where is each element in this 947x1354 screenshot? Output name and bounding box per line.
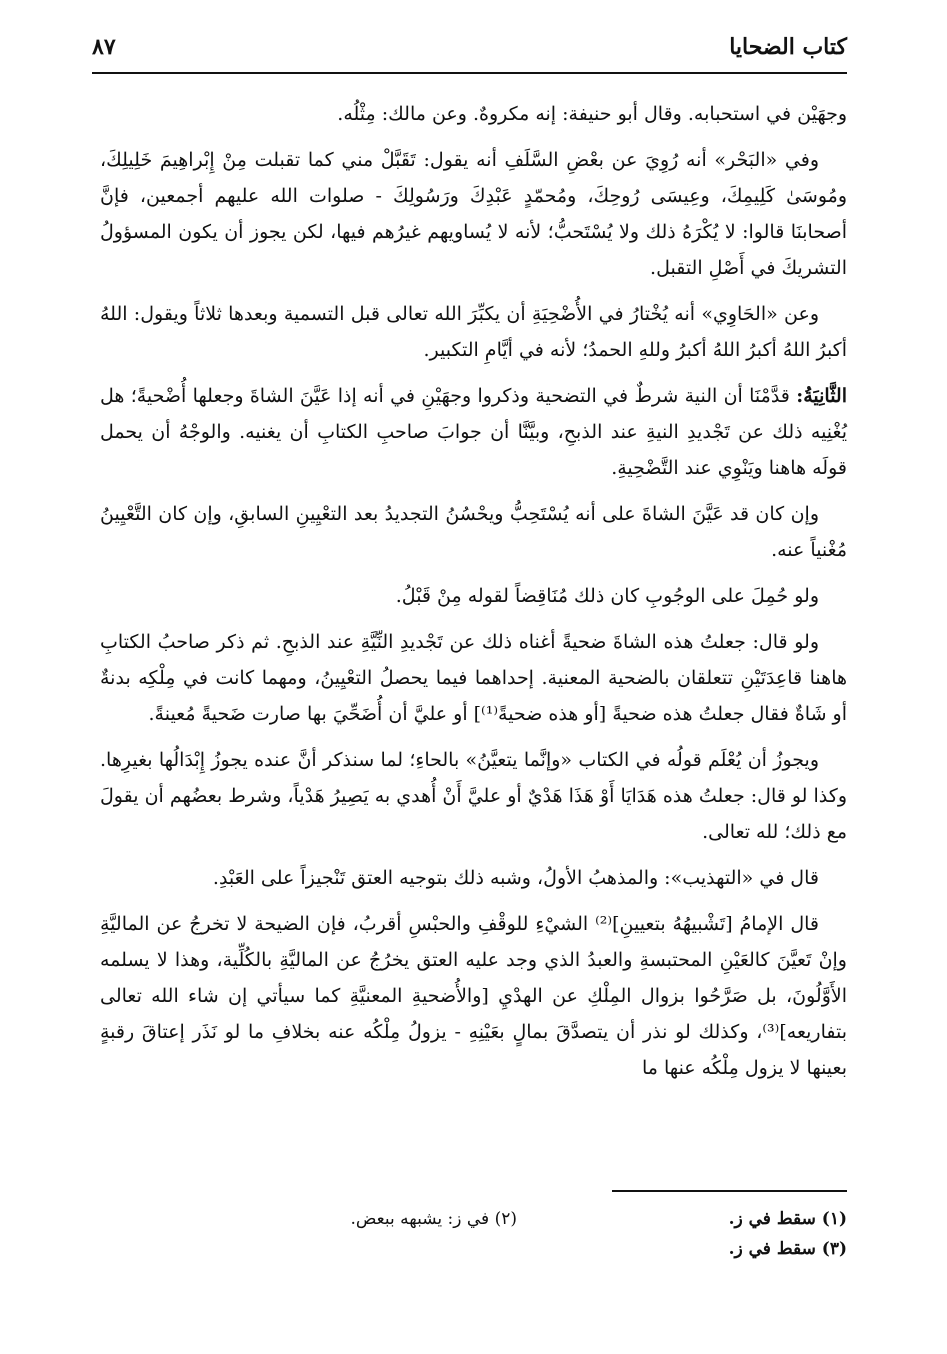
paragraph-text: ويجوزُ أن يُعْلَم قولُه في الكتاب «وإنَّما يتعيَّنُ» بالحاءِ؛ لما سنذكر أنَّ عنده يجوزُ إِبْدَالُها بغيرِها. وكذا لو قال: جعلتُ هذه هَدَايَا أَوْ هَذَا هَدْيٌ أو عليَّ أَنْ أُهدي به يَصِيرُ هَدْياً، وشرط بعضُهم أن يقولَ مع ذلك؛ لله تعالى. [100, 749, 847, 843]
paragraph-text: وجهَيْن في استحبابه. وقال أبو حنيفة: إنه مكروهٌ. وعن مالك: مِثْلُه. [337, 103, 847, 125]
paragraph-text: وعن «الحَاوِي» أنه يُخْتارُ في الأُضْحِيَةِ أن يكبِّرَ الله تعالى قبل التسمية وبعدها ثلاثاً ويقول: اللهُ أكبرُ اللهُ أكبرُ اللهُ أكبرُ وللهِ الحمدُ؛ لأنه في أيَّامِ التكبير. [100, 303, 847, 361]
footnote-separator [612, 1190, 847, 1192]
paragraph [100, 742, 847, 850]
footnote-text: سقط في ز. [728, 1239, 816, 1259]
footnote-number: (٢) [494, 1209, 517, 1229]
section-lead: الثَّانِيَةُ: [796, 385, 847, 407]
paragraph-text: قدَّمْنَا أن النية شرطٌ في التضحية وذكروا وجهَيْنِ في أنه إذا عَيَّنَ الشاةَ وجعلها أُضْحيةً؛ هل يُغْنِيه ذلك عن تَجْديدِ النيةِ عند الذبحِ، وبيَّنَّا أن جوابَ صاحبِ الكتابِ أن يغنيه. والوجْهُ أن يحمل قولَه هاهنا ويَنْوِي عند التَّضْحِيةِ. [100, 385, 847, 479]
paragraph [100, 142, 847, 286]
running-header [92, 30, 847, 74]
footnote-text: سقط في ز. [728, 1209, 816, 1229]
paragraph [100, 296, 847, 368]
paragraph-text: ولو قال: جعلتُ هذه الشاةَ ضحيةً أغناه ذلك عن تَجْديدِ النِّيَّةِ عند الذبحِ. ثم ذكر صاحبُ الكتابِ هاهنا قاعِدَتَيْنِ تتعلقان بالضحية المعنية. إحداهما فيما يحصلُ التعْيِينُ، ومهما كانت في مِلْكِه بدنةٌ أو شَاةٌ فقال جعلتُ هذه ضحيةً [أو هذه ضحيةً⁽¹⁾] أو عليَّ أن أُضَحِّيَ بها صارت ضَحيةً مُعينةً. [100, 631, 847, 725]
footnote-number: (١) [821, 1209, 847, 1229]
footnotes [100, 1204, 847, 1264]
footnote [517, 1234, 847, 1264]
paragraph-text: وإن كان قد عَيَّنَ الشاةَ على أنه يُسْتَحِبُّ ويحْسُنُ التجديدُ بعد التعْيِينِ السابقِ، وإن كان التَّعْيِينُ مُغْنياً عنه. [100, 503, 847, 561]
footnote-row [100, 1204, 847, 1234]
footnote [187, 1204, 517, 1234]
footnote-row [100, 1234, 847, 1264]
paragraph [100, 578, 847, 614]
footnote-text: في ز: يشبهه ببعض. [350, 1209, 490, 1229]
paragraph [100, 496, 847, 568]
chapter-title: كتاب الضحايا [729, 34, 847, 60]
paragraph-text: ولو حُمِلَ على الوجُوبِ كان ذلك مُنَاقِضاً لقوله مِنْ قَبْلُ. [395, 585, 819, 607]
paragraph [100, 906, 847, 1086]
paragraph [100, 378, 847, 486]
paragraph [100, 860, 847, 896]
paragraph-text: قال الإمامُ [تَشْبيهُهُ بتعيينِ]⁽²⁾ الشيْءِ للوقْفِ والحبْسِ أقربُ، فإن الضيحة لا تخرجُ عن الماليَّةِ وإنْ تَعيَّنَ كالعَيْنِ المحتبسةِ والعبدُ الذي وجد عليه العتق يخرُجُ عن الماليَّةِ بالكُلِّية، وهذا لا يسلمه الأَوَّلُونَ، بل صَرَّحُوا بزوال المِلْكِ عن الهدْيِ [والأُضحيةِ المعنيَّةِ كما سيأتي إن شاء الله تعالى بتفاريعه]⁽³⁾، وكذلك لو نذر أن يتصدَّقَ بمالٍ بعَيْنِهِ - يزولُ مِلْكُه عنه بخلافِ ما لو نَذَر إعتاقَ رقبةٍ بعينها لا يزول مِلْكُه عنها ما [100, 913, 847, 1079]
page-number: ٨٧ [92, 34, 116, 60]
paragraph [100, 624, 847, 732]
footnote [517, 1204, 847, 1234]
main-text [100, 96, 847, 1096]
paragraph-text: وفي «البَحْر» أنه رُوِيَ عن بعْضِ السَّلَفِ أنه يقول: تَقَبَّلْ مني كما تقبلت مِنْ إِبْراهِيمَ خَلِيلِكَ، ومُوسَىٰ كَلِيمِكَ، وعِيسَى رُوحِكَ، ومُحمّدٍ عَبْدِكَ ورَسُولِكَ - صلوات الله عليهم أجمعين، فإنَّ أصحابنَا قالوا: لا يُكْرَهُ ذلك ولا يُسْتَحبُّ؛ لأنه لا يُساويهم غيرُهم فيها، لكن يجوز أن يكون المسؤولُ التشريكَ في أَصْلِ التقبل. [100, 149, 847, 279]
paragraph [100, 96, 847, 132]
footnote-number: (٣) [821, 1239, 847, 1259]
paragraph-text: قال في «التهذيب»: والمذهبُ الأولُ، وشبه ذلك بتوجيه العتق تَنْجيزاً على العَبْدِ. [212, 867, 819, 889]
